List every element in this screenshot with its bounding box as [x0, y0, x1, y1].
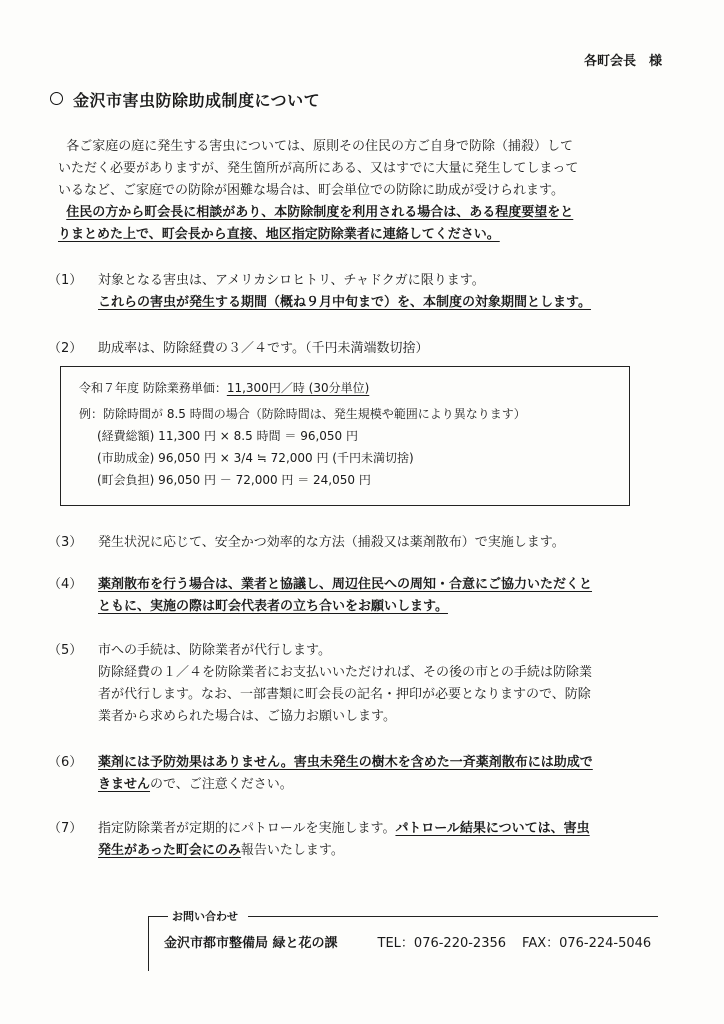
item-7 [48, 818, 648, 862]
example-text: 例：防除時間が 8.5 時間の場合（防除時間は、発生規模や範囲により異なります） [79, 407, 526, 421]
item-5-text-3: 者が代行します。なお、一部書類に町会長の記名・押印が必要となりますので、防除 [98, 687, 591, 702]
circle-icon [50, 92, 63, 105]
item-6-number: （6） [48, 755, 83, 770]
page-title-text: 金沢市害虫防除助成制度について [73, 91, 321, 110]
contact-fax: FAX：076-224-5046 [522, 936, 652, 951]
item-5-text-4: 業者から求められた場合は、ご協力お願いします。 [98, 709, 396, 724]
item-7-text: 指定防除業者が定期的にパトロールを実施します。 [98, 821, 396, 836]
intro-line-2: いただく必要がありますが、発生箇所が高所にある、又はすでに大量に発生してしまって [58, 161, 579, 176]
intro-line-1: 各ご家庭の庭に発生する害虫については、原則その住民の方ご自身で防除（捕殺）して [66, 139, 574, 154]
item-5 [48, 640, 648, 728]
item-7-emphasis: パトロール結果については、害虫 [395, 821, 590, 836]
item-6-text: 薬剤には予防効果はありません。害虫未発生の樹木を含めた一斉薬剤散布には助成で [98, 755, 593, 770]
addressee: 各町会長 様 [583, 54, 662, 69]
item-1-emphasis: これらの害虫が発生する期間（概ね９月中旬まで）を、本制度の対象期間とします。 [98, 295, 591, 310]
calc-total: (経費総額) 11,300 円 × 8.5 時間 ＝ 96,050 円 [97, 429, 358, 443]
calc-subsidy: (市助成金) 96,050 円 × 3/4 ≒ 72,000 円 (千円未満切捨) [97, 451, 414, 465]
item-5-text: 市への手続は、防除業者が代行します。 [98, 643, 331, 658]
item-4-number: （4） [48, 577, 83, 592]
intro-line-5: りまとめた上で、町会長から直接、地区指定防除業者に連絡してください。 [58, 227, 500, 242]
item-7-number: （7） [48, 821, 83, 836]
intro-paragraph [58, 136, 658, 246]
intro-line-4: 住民の方から町会長に相談があり、本防除制度を利用される場合は、ある程度要望をと [66, 205, 574, 220]
item-5-text-2: 防除経費の１／４を防除業者にお支払いいただければ、その後の市との手続は防除業 [98, 665, 593, 680]
item-4 [48, 574, 648, 618]
item-2-text: 助成率は、防除経費の３／４です。（千円未満端数切捨） [98, 341, 429, 356]
item-5-number: （5） [48, 643, 83, 658]
contact-label: お問い合わせ [168, 908, 242, 924]
intro-line-3: いるなど、ご家庭での防除が困難な場合は、町会単位での防除に助成が受けられます。 [58, 183, 564, 198]
item-3-text: 発生状況に応じて、安全かつ効率的な方法（捕殺又は薬剤散布）で実施します。 [98, 535, 565, 550]
item-3-number: （3） [48, 535, 83, 550]
item-2-number: （2） [48, 341, 83, 356]
unit-price: 令和７年度 防除業務単価：11,300円／時 (30分単位) [79, 381, 370, 395]
cost-example-box [60, 366, 630, 506]
item-6 [48, 752, 648, 796]
item-4-text: 薬剤散布を行う場合は、業者と協議し、周辺住民への周知・合意にご協力いただくと [98, 577, 593, 592]
calc-burden: (町会負担) 96,050 円 － 72,000 円 ＝ 24,050 円 [97, 473, 371, 487]
item-3 [48, 532, 648, 554]
item-2 [48, 338, 648, 360]
item-1-number: （1） [48, 273, 83, 288]
item-4-text-2: ともに、実施の際は町会代表者の立ち合いをお願いします。 [98, 599, 448, 614]
contact-department: 金沢市都市整備局 緑と花の課 [164, 936, 338, 951]
item-1-text: 対象となる害虫は、アメリカシロヒトリ、チャドクガに限ります。 [98, 273, 485, 288]
item-7-text-2: 発生があった町会にのみ報告いたします。 [98, 843, 344, 858]
contact-box [148, 908, 658, 964]
item-1 [48, 270, 648, 314]
contact-body [164, 932, 651, 951]
contact-tel: TEL：076-220-2356 [377, 936, 507, 951]
item-6-text-2: きませんので、ご注意ください。 [98, 777, 293, 792]
page-title [50, 88, 320, 111]
